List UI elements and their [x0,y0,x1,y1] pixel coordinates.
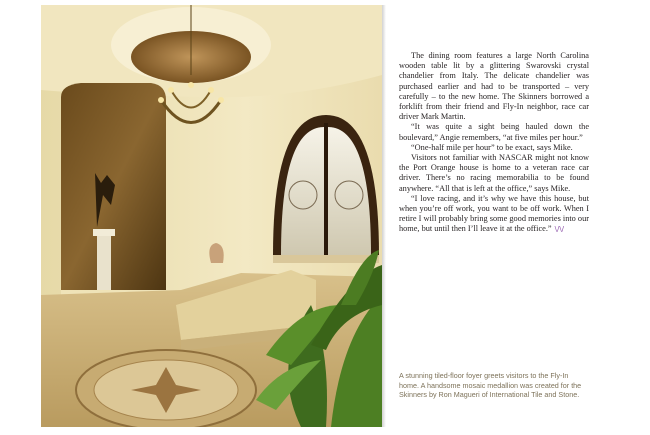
article-paragraph-5-text: “I love racing, and it’s why we have this house, but when you’re off work, you want to be off work. When I retire I will probably bring some good memories into our home, but until then I’ll leave it at the office.” [399,193,589,234]
page-gutter-shadow [382,5,386,427]
article-body [399,51,589,235]
article-paragraph-2: “It was quite a sight being hauled down the boulevard,” Angie remembers, “at five miles per hour.” [399,122,589,142]
article-paragraph-1: The dining room features a large North Carolina wooden table lit by a glittering Swarovski crystal chandelier from Italy. The delicate chandelier was purchased earlier and had to be transported – very carefully – to the new home. The Skinners borrowed a forklift from their friend and Fly-In neighbor, race car driver Mark Martin. [399,51,589,122]
end-of-article-mark: \/\/ [554,225,565,234]
article-paragraph-3: “One-half mile per hour” to be exact, says Mike. [411,142,573,152]
article-paragraph-4: Visitors not familiar with NASCAR might not know the Port Orange house is home to a veteran race car driver. There’s no racing memorabilia to be found anywhere. “All that is left at the office,” says Mike. [399,153,589,193]
photo-caption: A stunning tiled-floor foyer greets visitors to the Fly-In home. A handsome mosaic medallion was created for the Skinners by Ron Magueri of International Tile and Stone. [399,371,582,400]
foyer-illustration [41,5,382,427]
foyer-photo [41,5,382,427]
article-paragraph-5 [399,194,589,235]
